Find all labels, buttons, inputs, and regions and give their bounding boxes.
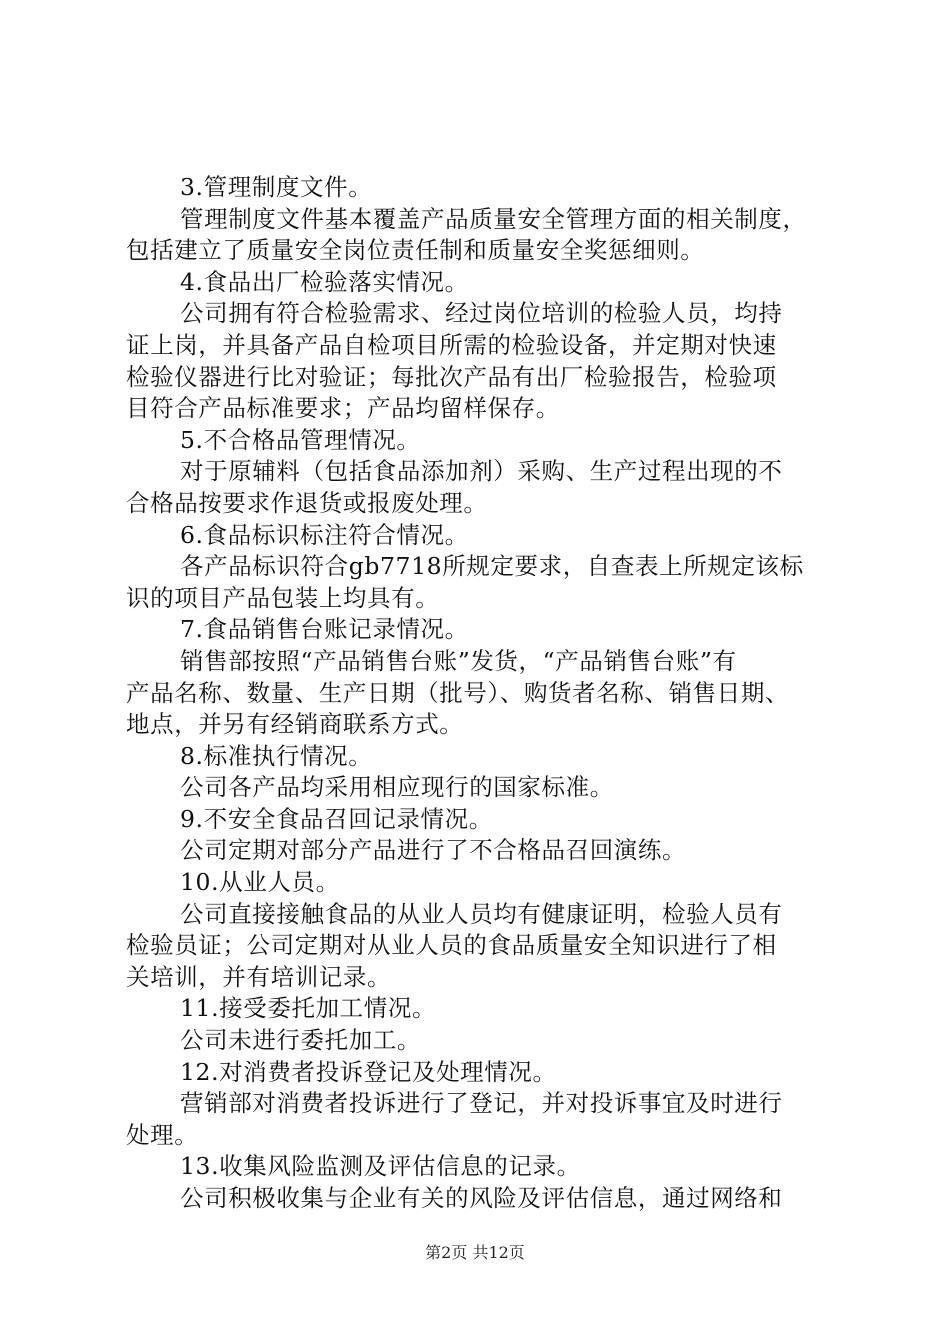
section-heading-9: 9.不安全食品召回记录情况。 xyxy=(180,804,493,833)
paragraph-line: 产品名称、数量、生产日期（批号）、购货者名称、销售日期、 xyxy=(126,678,790,707)
paragraph-line: 关培训，并有培训记录。 xyxy=(126,962,392,991)
paragraph-line: 公司定期对部分产品进行了不合格品召回演练。 xyxy=(180,836,687,865)
section-heading-12: 12.对消费者投诉登记及处理情况。 xyxy=(180,1057,557,1086)
paragraph-line: 目符合产品标准要求；产品均留样保存。 xyxy=(126,394,560,423)
paragraph-line: 销售部按照“产品销售台账”发货，“产品销售台账”有 xyxy=(180,646,737,675)
paragraph-line: 公司积极收集与企业有关的风险及评估信息，通过网络和 xyxy=(180,1184,783,1212)
paragraph-line: 公司未进行委托加工。 xyxy=(180,1026,421,1055)
paragraph-line: 检验仪器进行比对验证；每批次产品有出厂检验报告，检验项 xyxy=(126,362,777,391)
paragraph-line: 合格品按要求作退货或报废处理。 xyxy=(126,488,488,517)
section-heading-4: 4.食品出厂检验落实情况。 xyxy=(180,267,469,296)
paragraph-line: 公司各产品均采用相应现行的国家标准。 xyxy=(180,773,614,802)
section-heading-7: 7.食品销售台账记录情况。 xyxy=(180,615,469,644)
paragraph-line: 识的项目产品包装上均具有。 xyxy=(126,583,440,612)
paragraph-line: 证上岗，并具备产品自检项目所需的检验设备，并定期对快速 xyxy=(126,330,777,359)
paragraph-line: 检验员证；公司定期对从业人员的食品质量安全知识进行了相 xyxy=(126,931,777,960)
paragraph-line: 公司拥有符合检验需求、经过岗位培训的检验人员，均持 xyxy=(180,299,783,328)
section-heading-3: 3.管理制度文件。 xyxy=(180,173,373,201)
section-heading-6: 6.食品标识标注符合情况。 xyxy=(180,520,469,549)
paragraph-line: 各产品标识符合gb7718所规定要求，自查表上所规定该标 xyxy=(180,552,804,581)
paragraph-line: 地点，并另有经销商联系方式。 xyxy=(126,710,464,739)
paragraph-line: 对于原辅料（包括食品添加剂）采购、生产过程出现的不 xyxy=(180,457,783,486)
page-footer: 第2页 共12页 xyxy=(425,1243,525,1262)
paragraph-line: 营销部对消费者投诉进行了登记，并对投诉事宜及时进行 xyxy=(180,1089,783,1118)
section-heading-8: 8.标准执行情况。 xyxy=(180,741,373,770)
section-heading-13: 13.收集风险监测及评估信息的记录。 xyxy=(180,1152,581,1181)
section-heading-5: 5.不合格品管理情况。 xyxy=(180,425,421,454)
section-heading-11: 11.接受委托加工情况。 xyxy=(180,994,437,1023)
paragraph-line: 管理制度文件基本覆盖产品质量安全管理方面的相关制度， xyxy=(180,204,807,233)
document-body xyxy=(126,172,838,1215)
paragraph-line: 公司直接接触食品的从业人员均有健康证明，检验人员有 xyxy=(180,899,783,928)
paragraph-line: 包括建立了质量安全岗位责任制和质量安全奖惩细则。 xyxy=(126,236,705,265)
paragraph-line: 处理。 xyxy=(126,1120,199,1149)
section-heading-10: 10.从业人员。 xyxy=(180,868,340,897)
